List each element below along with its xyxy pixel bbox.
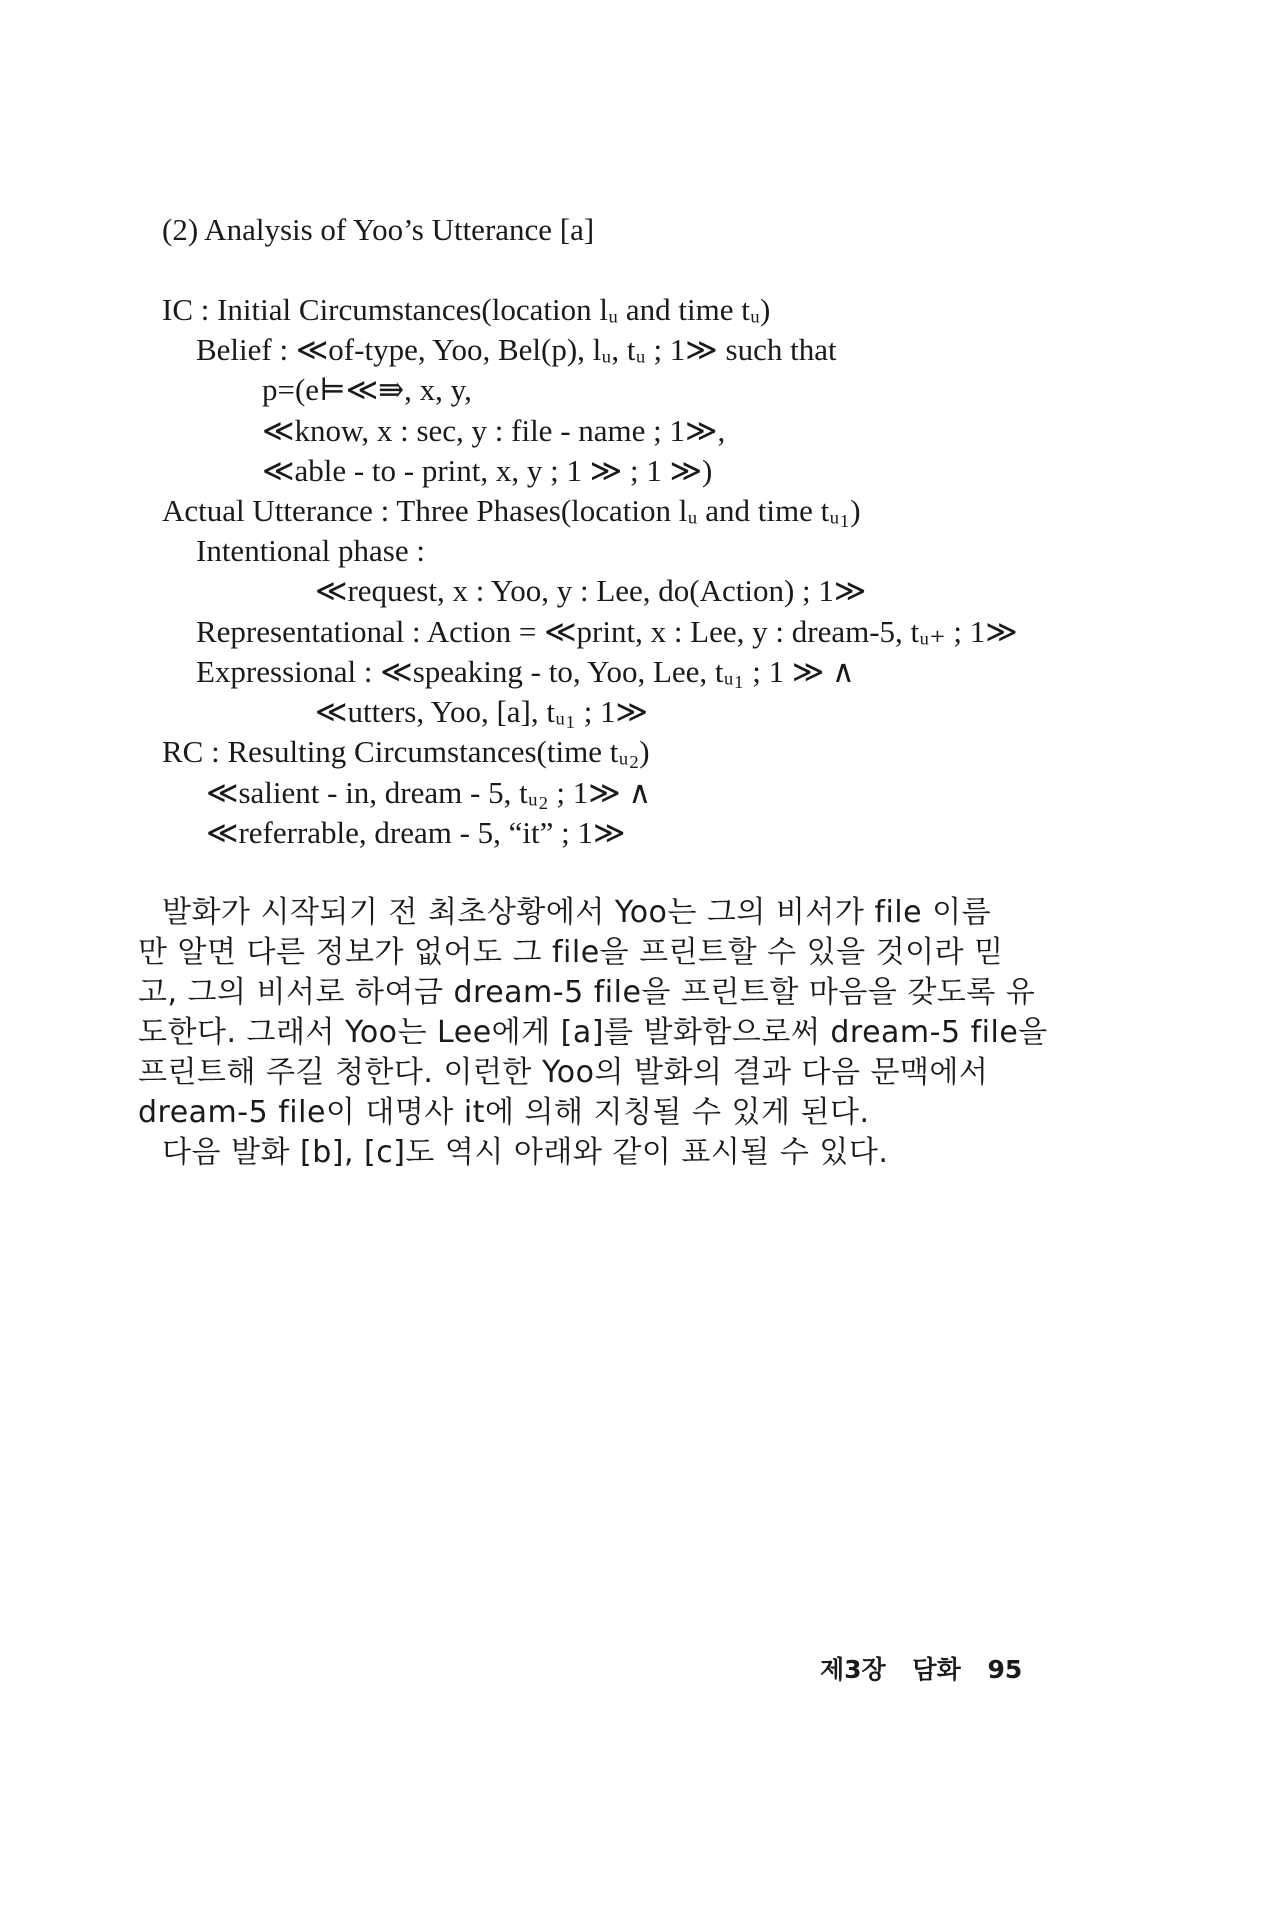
paragraph-line: 고, 그의 비서로 하여금 dream-5 file을 프린트할 마음을 갖도록 유 — [138, 975, 1036, 1010]
expressional-line: Expressional : ≪speaking - to, Yoo, Lee, tᵤ₁ ; 1 ≫ ∧ — [196, 654, 855, 689]
salient-line: ≪salient - in, dream - 5, tᵤ₂ ; 1≫ ∧ — [206, 775, 652, 810]
initial-circumstances-line: IC : Initial Circumstances(location lᵤ and time tᵤ) — [162, 292, 771, 327]
paragraph-line: 다음 발화 [b], [c]도 역시 아래와 같이 표시될 수 있다. — [162, 1135, 889, 1170]
page-number: 95 — [987, 1655, 1023, 1684]
paragraph-line: 도한다. 그래서 Yoo는 Lee에게 [a]를 발화함으로써 dream-5 file을 — [138, 1015, 1048, 1050]
section-heading: (2) Analysis of Yoo’s Utterance [a] — [162, 212, 595, 247]
request-line: ≪request, x : Yoo, y : Lee, do(Action) ; 1≫ — [315, 573, 867, 608]
resulting-circumstances-line: RC : Resulting Circumstances(time tᵤ₂) — [162, 734, 650, 769]
belief-line: Belief : ≪of-type, Yoo, Bel(p), lᵤ, tᵤ ; 1≫ such that — [196, 332, 837, 367]
proposition-line: p=(e⊨≪⇛, x, y, — [262, 372, 472, 407]
page-footer — [820, 1650, 1022, 1686]
paragraph-line: 만 알면 다른 정보가 없어도 그 file을 프린트할 수 있을 것이라 믿 — [138, 935, 1004, 970]
referrable-line: ≪referrable, dream - 5, “it” ; 1≫ — [206, 815, 626, 850]
actual-utterance-line: Actual Utterance : Three Phases(location lᵤ and time tᵤ₁) — [162, 493, 861, 528]
utters-line: ≪utters, Yoo, [a], tᵤ₁ ; 1≫ — [315, 694, 649, 729]
able-to-print-line: ≪able - to - print, x, y ; 1 ≫ ; 1 ≫) — [262, 453, 713, 488]
footer-chapter: 제3장 — [820, 1655, 886, 1684]
representational-line: Representational : Action = ≪print, x : Lee, y : dream-5, tᵤ₊ ; 1≫ — [196, 614, 1018, 649]
footer-section: 담화 — [912, 1655, 961, 1684]
paragraph-line: 발화가 시작되기 전 최초상황에서 Yoo는 그의 비서가 file 이름 — [162, 895, 992, 930]
intentional-phase-line: Intentional phase : — [196, 533, 425, 568]
paragraph-line: dream-5 file이 대명사 it에 의해 지칭될 수 있게 된다. — [138, 1095, 870, 1130]
know-line: ≪know, x : sec, y : file - name ; 1≫, — [262, 413, 726, 448]
paragraph-line: 프린트해 주길 청한다. 이런한 Yoo의 발화의 결과 다음 문맥에서 — [138, 1055, 989, 1090]
